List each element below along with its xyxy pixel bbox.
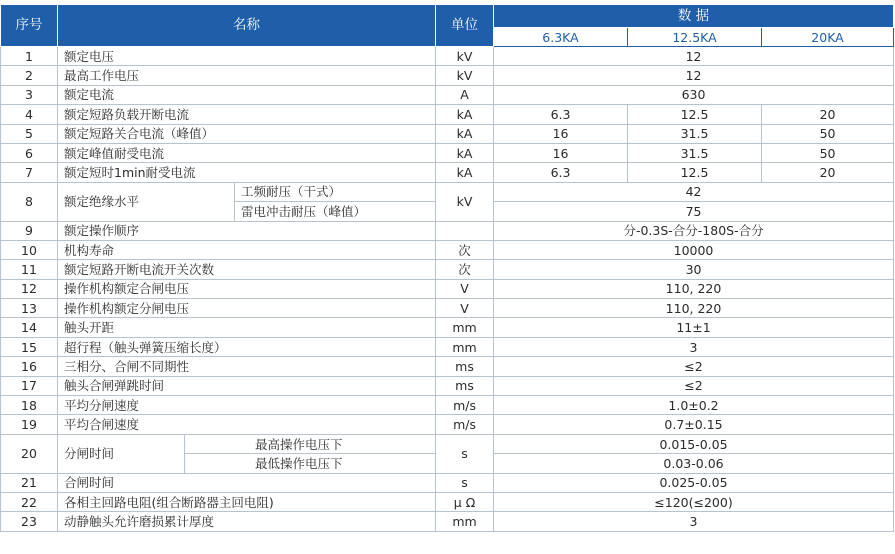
table-row bbox=[1, 221, 894, 240]
table-row bbox=[1, 66, 894, 85]
row-value: 3 bbox=[494, 337, 894, 356]
header-row bbox=[1, 5, 894, 28]
row-name: 额定电压 bbox=[58, 47, 436, 66]
row-name: 额定电流 bbox=[58, 85, 436, 104]
row-value: 3 bbox=[494, 512, 894, 531]
row-name: 平均合闸速度 bbox=[58, 415, 436, 434]
row-subname-power-freq: 工频耐压（干式） bbox=[235, 182, 436, 201]
row-unit: A bbox=[436, 85, 494, 104]
row-unit: ms bbox=[436, 376, 494, 395]
row-unit: kA bbox=[436, 105, 494, 124]
row-unit: V bbox=[436, 279, 494, 298]
table-row bbox=[1, 182, 894, 201]
row-no: 9 bbox=[1, 221, 58, 240]
row-no: 18 bbox=[1, 396, 58, 415]
row-name: 额定短时1min耐受电流 bbox=[58, 163, 436, 182]
table-row bbox=[1, 473, 894, 492]
table-row bbox=[1, 337, 894, 356]
row-value: ≤2 bbox=[494, 376, 894, 395]
table-row bbox=[1, 512, 894, 531]
row-no: 14 bbox=[1, 318, 58, 337]
row-value-12-5ka: 12.5 bbox=[628, 105, 762, 124]
row-no: 5 bbox=[1, 124, 58, 143]
row-value: 0.7±0.15 bbox=[494, 415, 894, 434]
row-no: 23 bbox=[1, 512, 58, 531]
row-value: 110, 220 bbox=[494, 279, 894, 298]
row-subname-lightning: 雷电冲击耐压（峰值） bbox=[235, 202, 436, 221]
row-no: 19 bbox=[1, 415, 58, 434]
row-value-6-3ka: 6.3 bbox=[494, 105, 628, 124]
row-unit: kA bbox=[436, 143, 494, 162]
header-data: 数 据 bbox=[494, 5, 894, 28]
table-row bbox=[1, 47, 894, 66]
row-value-12-5ka: 31.5 bbox=[628, 143, 762, 162]
row-unit: ms bbox=[436, 357, 494, 376]
row-name: 各相主回路电阻(组合断路器主回电阻) bbox=[58, 492, 436, 511]
table-row bbox=[1, 357, 894, 376]
row-unit: kA bbox=[436, 124, 494, 143]
row-unit: kV bbox=[436, 66, 494, 85]
table-row bbox=[1, 143, 894, 162]
row-value: 12 bbox=[494, 47, 894, 66]
row-value: 0.025-0.05 bbox=[494, 473, 894, 492]
row-name: 平均分闸速度 bbox=[58, 396, 436, 415]
row-unit: mm bbox=[436, 318, 494, 337]
row-value: ≤2 bbox=[494, 357, 894, 376]
row-value-20ka: 20 bbox=[762, 105, 894, 124]
row-name: 额定短路负载开断电流 bbox=[58, 105, 436, 124]
row-name: 额定短路关合电流（峰值） bbox=[58, 124, 436, 143]
row-value-20ka: 50 bbox=[762, 143, 894, 162]
row-no: 16 bbox=[1, 357, 58, 376]
row-no: 21 bbox=[1, 473, 58, 492]
row-value: 0.015-0.05 bbox=[494, 434, 894, 453]
table-row bbox=[1, 85, 894, 104]
table-row bbox=[1, 240, 894, 259]
row-subname-min-voltage: 最低操作电压下 bbox=[185, 454, 436, 473]
row-unit bbox=[436, 221, 494, 240]
row-value-12-5ka: 31.5 bbox=[628, 124, 762, 143]
row-name: 触头开距 bbox=[58, 318, 436, 337]
table-row bbox=[1, 492, 894, 511]
row-no: 17 bbox=[1, 376, 58, 395]
row-name: 分闸时间 bbox=[58, 434, 185, 473]
row-unit: mm bbox=[436, 512, 494, 531]
subheader-6-3ka: 6.3KA bbox=[494, 28, 628, 47]
row-name: 触头合闸弹跳时间 bbox=[58, 376, 436, 395]
row-unit: kV bbox=[436, 182, 494, 221]
row-name: 动静触头允许磨损累计厚度 bbox=[58, 512, 436, 531]
row-value: 12 bbox=[494, 66, 894, 85]
table-row bbox=[1, 279, 894, 298]
row-value: 110, 220 bbox=[494, 299, 894, 318]
row-no: 4 bbox=[1, 105, 58, 124]
row-value-20ka: 50 bbox=[762, 124, 894, 143]
row-no: 13 bbox=[1, 299, 58, 318]
row-unit: mm bbox=[436, 337, 494, 356]
row-unit: V bbox=[436, 299, 494, 318]
row-name: 额定操作顺序 bbox=[58, 221, 436, 240]
table-row bbox=[1, 260, 894, 279]
row-value-12-5ka: 12.5 bbox=[628, 163, 762, 182]
row-value: 10000 bbox=[494, 240, 894, 259]
table-row bbox=[1, 376, 894, 395]
table-row bbox=[1, 434, 894, 453]
row-name: 额定峰值耐受电流 bbox=[58, 143, 436, 162]
header-no: 序号 bbox=[1, 5, 58, 47]
row-subname-max-voltage: 最高操作电压下 bbox=[185, 434, 436, 453]
table-row bbox=[1, 163, 894, 182]
row-value: 30 bbox=[494, 260, 894, 279]
table-row bbox=[1, 415, 894, 434]
row-value: 630 bbox=[494, 85, 894, 104]
row-unit: m/s bbox=[436, 415, 494, 434]
row-value: 0.03-0.06 bbox=[494, 454, 894, 473]
header-name: 名称 bbox=[58, 5, 436, 47]
table-row bbox=[1, 318, 894, 337]
row-unit: s bbox=[436, 473, 494, 492]
row-value: 75 bbox=[494, 202, 894, 221]
subheader-20ka: 20KA bbox=[762, 28, 894, 47]
spec-table bbox=[0, 4, 894, 532]
row-unit: 次 bbox=[436, 260, 494, 279]
row-name: 最高工作电压 bbox=[58, 66, 436, 85]
table-row bbox=[1, 105, 894, 124]
row-name: 额定绝缘水平 bbox=[58, 182, 235, 221]
row-no: 20 bbox=[1, 434, 58, 473]
row-no: 22 bbox=[1, 492, 58, 511]
row-value-6-3ka: 16 bbox=[494, 124, 628, 143]
row-no: 2 bbox=[1, 66, 58, 85]
row-value: 42 bbox=[494, 182, 894, 201]
header-unit: 单位 bbox=[436, 5, 494, 47]
row-name: 操作机构额定合闸电压 bbox=[58, 279, 436, 298]
row-name: 三相分、合闸不同期性 bbox=[58, 357, 436, 376]
table-row bbox=[1, 124, 894, 143]
row-unit: m/s bbox=[436, 396, 494, 415]
row-unit: kA bbox=[436, 163, 494, 182]
row-value: ≤120(≤200) bbox=[494, 492, 894, 511]
subheader-12-5ka: 12.5KA bbox=[628, 28, 762, 47]
row-unit: 次 bbox=[436, 240, 494, 259]
row-unit: s bbox=[436, 434, 494, 473]
row-no: 10 bbox=[1, 240, 58, 259]
row-name: 机构寿命 bbox=[58, 240, 436, 259]
row-no: 12 bbox=[1, 279, 58, 298]
row-value: 分-0.3S-合分-180S-合分 bbox=[494, 221, 894, 240]
table-row bbox=[1, 299, 894, 318]
row-unit: kV bbox=[436, 47, 494, 66]
row-value-6-3ka: 6.3 bbox=[494, 163, 628, 182]
row-no: 7 bbox=[1, 163, 58, 182]
row-value: 11±1 bbox=[494, 318, 894, 337]
row-name: 超行程（触头弹簧压缩长度） bbox=[58, 337, 436, 356]
row-value: 1.0±0.2 bbox=[494, 396, 894, 415]
row-no: 3 bbox=[1, 85, 58, 104]
row-unit: μ Ω bbox=[436, 492, 494, 511]
row-no: 6 bbox=[1, 143, 58, 162]
row-no: 1 bbox=[1, 47, 58, 66]
row-no: 11 bbox=[1, 260, 58, 279]
row-name: 额定短路开断电流开关次数 bbox=[58, 260, 436, 279]
row-name: 操作机构额定分闸电压 bbox=[58, 299, 436, 318]
row-no: 8 bbox=[1, 182, 58, 221]
row-value-20ka: 20 bbox=[762, 163, 894, 182]
row-value-6-3ka: 16 bbox=[494, 143, 628, 162]
table-row bbox=[1, 396, 894, 415]
row-name: 合闸时间 bbox=[58, 473, 436, 492]
row-no: 15 bbox=[1, 337, 58, 356]
